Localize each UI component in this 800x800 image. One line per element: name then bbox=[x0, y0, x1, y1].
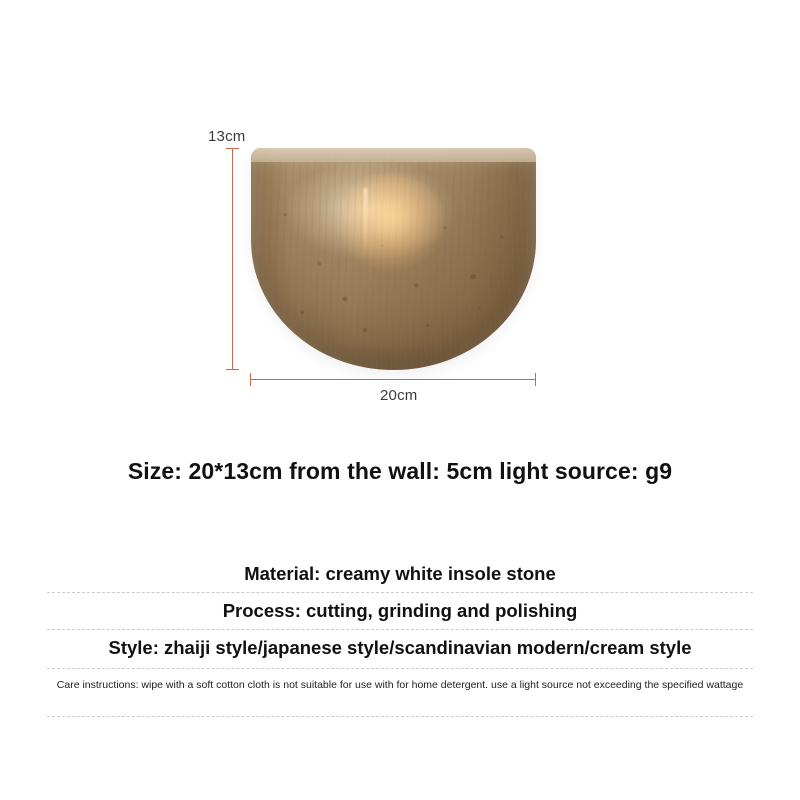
care-instructions: Care instructions: wipe with a soft cotton cloth is not suitable for use with for home detergent. use a light source not exceeding the specified wattage bbox=[56, 679, 744, 691]
height-dimension-cap-top bbox=[226, 148, 239, 149]
spec-material: Material: creamy white insole stone bbox=[244, 563, 556, 584]
spec-divider bbox=[47, 592, 753, 593]
lamp-top-rim bbox=[251, 148, 536, 162]
wall-lamp-image bbox=[251, 148, 536, 370]
width-dimension-label: 20cm bbox=[380, 387, 418, 404]
spec-divider bbox=[47, 716, 753, 717]
spec-process: Process: cutting, grinding and polishing bbox=[222, 600, 578, 621]
lamp-glow bbox=[335, 174, 445, 270]
lamp-filament bbox=[364, 188, 367, 250]
height-dimension-cap-bottom bbox=[226, 369, 239, 370]
width-dimension-cap-right bbox=[535, 373, 536, 386]
spec-divider bbox=[47, 668, 753, 669]
spec-style: Style: zhaiji style/japanese style/scandinavian modern/cream style bbox=[108, 637, 692, 658]
size-summary-line: Size: 20*13cm from the wall: 5cm light source: g9 bbox=[127, 458, 673, 484]
width-dimension-line bbox=[250, 379, 536, 380]
width-dimension-cap-left bbox=[250, 373, 251, 386]
height-dimension-label: 13cm bbox=[208, 128, 246, 145]
spec-divider bbox=[47, 629, 753, 630]
height-dimension-line bbox=[232, 148, 233, 370]
